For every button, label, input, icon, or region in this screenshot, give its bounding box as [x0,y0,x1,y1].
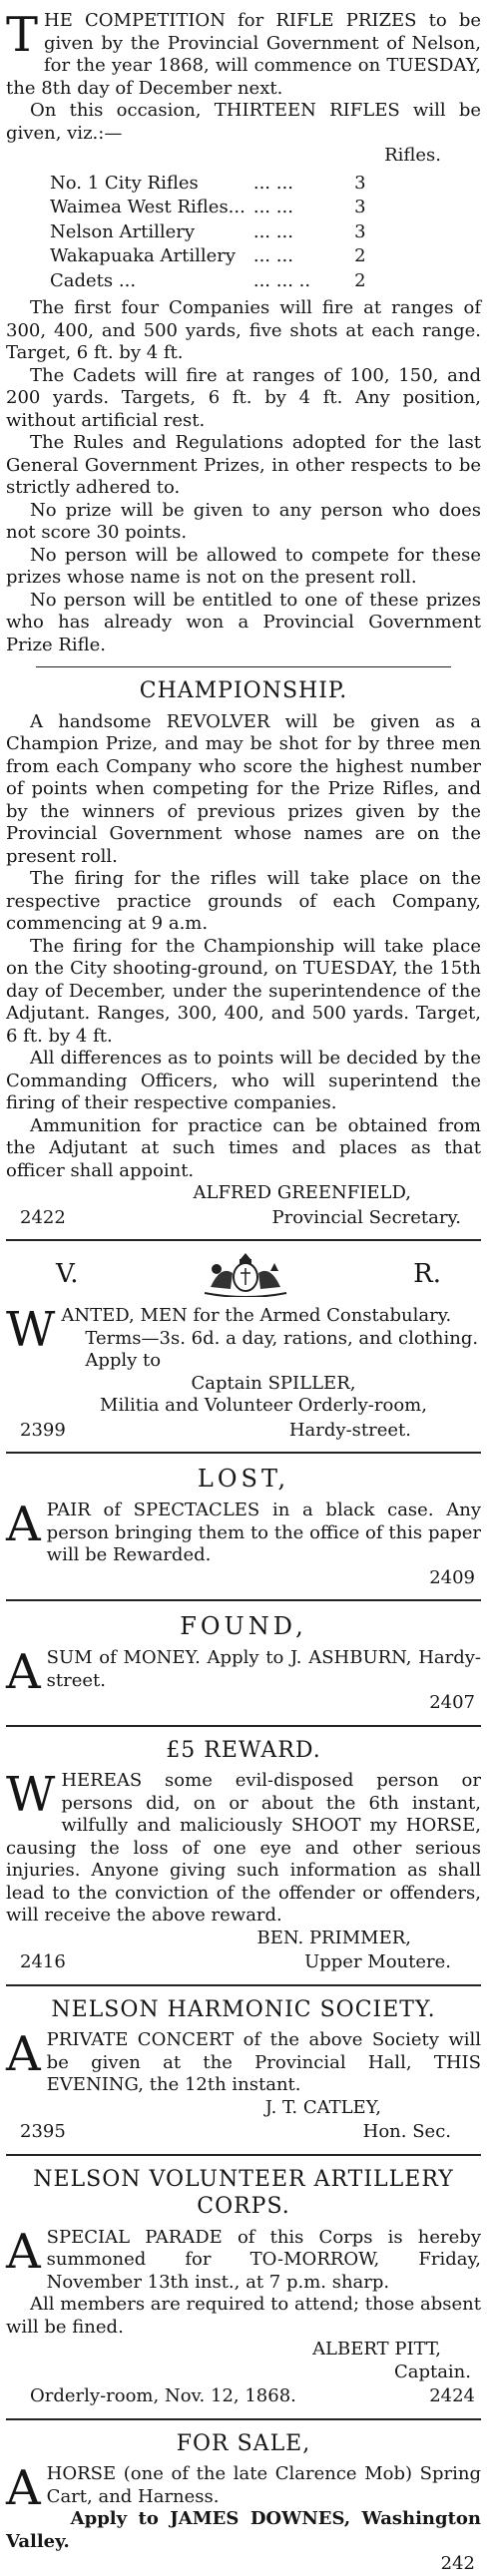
championship-heading: CHAMPIONSHIP. [139,678,348,703]
championship-para: The firing for the Championship will take place on the City shooting-ground, on TUESDAY, the 15th day of December, under the superintendence of the Adjutant. Ranges, 300, 400, and 500 yards. Target, 6 ft. by 4 ft. [6,935,481,1047]
rifle-company: No. 1 City Rifles [50,172,199,194]
table-row [46,196,370,220]
divider [6,1239,481,1241]
wanted-contact-name: Captain SPILLER, [191,1372,356,1394]
wanted-text: ANTED, MEN for the Armed Constabulary. [61,1305,452,1326]
rifle-prizes-para: No person will be entitled to one of these prizes who has already won a Provincial Government Prize Rifle. [6,589,481,655]
reward-notice [6,1737,481,1974]
championship-para: All differences as to points will be decided by the Commanding Officers, who will superintend the firing of their respective companies. [6,1048,481,1113]
signatory-name: BEN. PRIMMER, [256,1927,411,1948]
rifle-count: 2 [354,245,366,266]
divider [6,1452,481,1454]
artillery-place-date: Orderly-room, Nov. 12, 1868. [30,2385,296,2406]
lost-heading: LOST, [197,1465,290,1493]
artillery-text: SPECIAL PARADE of this Corps is hereby summoned for TO-MORROW, Friday, November 13th inst., at 7 p.m. sharp. [46,2226,481,2293]
rifle-prizes-para: No prize will be given to any person who does not score 30 points. [6,499,481,543]
leader-dots: ... ... [252,172,293,194]
divider [6,2154,481,2156]
wanted-street: Hardy-street. [288,1419,411,1441]
rifle-company: Nelson Artillery [50,220,196,242]
wanted-terms: Terms—3s. 6d. a day, rations, and clothing. [85,1327,479,1349]
found-heading: FOUND, [180,1612,307,1640]
royal-cipher-right: R. [413,1258,441,1289]
rifle-prizes-occasion: On this occasion, THIRTEEN RIFLES will be given, viz.:— [6,100,481,144]
leader-dots: ... ... [252,220,293,242]
wanted-apply: Apply to [85,1350,162,1371]
rifle-count: 2 [354,269,366,291]
divider [36,666,451,667]
dropcap: A [6,1497,41,1552]
wanted-office: Militia and Volunteer Orderly-room, [100,1395,427,1416]
signatory-name: ALBERT PITT, [312,2339,441,2360]
dropcap: A [6,2223,41,2280]
dropcap: W [6,1302,56,1358]
lost-notice [6,1464,481,1589]
found-notice [6,1611,481,1715]
reward-heading: £5 REWARD. [166,1737,321,1763]
table-row [46,244,370,269]
rifle-prizes-para: The Rules and Regulations adopted for the last General Government Prizes, in other respects to be strictly adhered to. [6,432,481,498]
lost-text: PAIR of SPECTACLES in a black case. Any person bringing them to the office of this paper will be Rewarded. [46,1500,481,1565]
rifle-prizes-intro: HE COMPETITION for RIFLE PRIZES to be given by the Provincial Government of Nelson, for the year 1868, will commence on TUESDAY, the 8th day of December next. [6,10,481,99]
artillery-text-2: All members are required to attend; those absent will be fined. [6,2294,481,2338]
rifle-prizes-notice [6,7,481,1229]
dropcap: T [6,7,39,63]
signatory-name: J. T. CATLEY, [264,2096,381,2118]
signatory-title: Captain. [393,2361,471,2382]
championship-para: Ammunition for practice can be obtained from the Adjutant at such times and places as that officer shall appoint. [6,1114,481,1181]
signatory-name: ALFRED GREENFIELD, [193,1182,411,1203]
rifle-count: 3 [354,172,366,194]
royal-coat-of-arms-icon [191,1251,300,1297]
ad-reference: 2416 [20,1951,66,1972]
leader-dots: ... ... [252,245,293,266]
leader-dots: ... ... .. [252,269,311,291]
found-text: SUM of MONEY. Apply to J. ASHBURN, Hardy-street. [46,1647,481,1691]
rifle-company: Wakapuaka Artillery [50,245,237,266]
ad-reference: 2407 [429,1692,475,1713]
dropcap: W [6,1767,56,1823]
rifle-prizes-para: No person will be allowed to compete for these prizes whose name is not on the present roll. [6,544,481,588]
signatory-title: Hon. Sec. [362,2121,451,2142]
signature-line [6,1951,481,1974]
rifle-prizes-para: The Cadets will fire at ranges of 100, 150, and 200 yards. Targets, 6 ft. by 4 ft. Any position, without artificial rest. [6,364,481,431]
artillery-notice [6,2166,481,2408]
leader-dots: ... ... [252,197,293,217]
rifle-company: Waimea West Rifles... [50,197,245,217]
divider [6,1725,481,1727]
rifle-count: 3 [354,197,366,217]
signatory-title: Provincial Secretary. [271,1206,461,1228]
harmonic-society-notice [6,1996,481,2144]
table-row [46,220,370,245]
harmonic-heading: NELSON HARMONIC SOCIETY. [51,1996,436,2022]
ad-reference: 242 [440,2553,475,2574]
signature-line [6,2385,481,2408]
artillery-heading: NELSON VOLUNTEER ARTILLERY CORPS. [33,2166,454,2219]
signatory-place: Upper Moutere. [304,1951,451,1972]
sale-heading: FOR SALE, [176,2430,311,2456]
divider [6,1599,481,1601]
table-row [46,172,370,197]
divider [6,2418,481,2420]
signature-line [6,2121,481,2144]
dropcap: A [6,1644,41,1700]
for-sale-notice [6,2430,481,2576]
royal-cipher-left: V. [56,1258,79,1289]
wanted-notice [6,1302,481,1442]
dropcap: A [6,2460,41,2516]
rifle-prizes-para: The first four Companies will fire at ranges of 300, 400, and 500 yards, five shots at each range. Target, 6 ft. by 4 ft. [6,297,481,363]
ad-reference: 2422 [20,1206,66,1228]
royal-arms-row [56,1251,441,1297]
rifles-table [46,172,370,294]
ad-reference: 2395 [20,2121,66,2142]
rifle-company: Cadets ... [50,269,137,291]
ad-reference: 2399 [20,1419,66,1441]
dropcap: A [6,2026,41,2082]
signature-line [6,1207,481,1230]
sale-apply: Apply to JAMES DOWNES, Washington Valley. [6,2508,481,2552]
divider [6,1984,481,1986]
signature-line [6,1420,481,1443]
sale-text: HORSE (one of the late Clarence Mob) Spring Cart, and Harness. [46,2463,481,2507]
harmonic-text: PRIVATE CONCERT of the above Society will be given at the Provincial Hall, THIS EVENING, the 12th instant. [46,2029,481,2095]
reward-text: HEREAS some evil-disposed person or persons did, on or about the 6th instant, wilfully and maliciously SHOOT my HORSE, causing the loss of one eye and other serious injuries. Anyone giving such information as shall lead to the conviction of the offender or offenders, will receive the above reward. [6,1770,481,1926]
championship-para: A handsome REVOLVER will be given as a Champion Prize, and may be shot for by three men from each Company who score the highest number of points when competing for the Prize Rifles, and by the winners of previous prizes given by the Provincial Government whose names are on the present roll. [6,710,481,867]
ad-reference: 2424 [429,2385,475,2406]
championship-para: The firing for the rifles will take place on the respective practice grounds of each Company, commencing at 9 a.m. [6,868,481,934]
ad-reference: 2409 [429,1566,475,1588]
rifle-count: 3 [354,220,366,242]
rifles-column-header: Rifles. [384,145,441,166]
table-row [46,269,370,294]
